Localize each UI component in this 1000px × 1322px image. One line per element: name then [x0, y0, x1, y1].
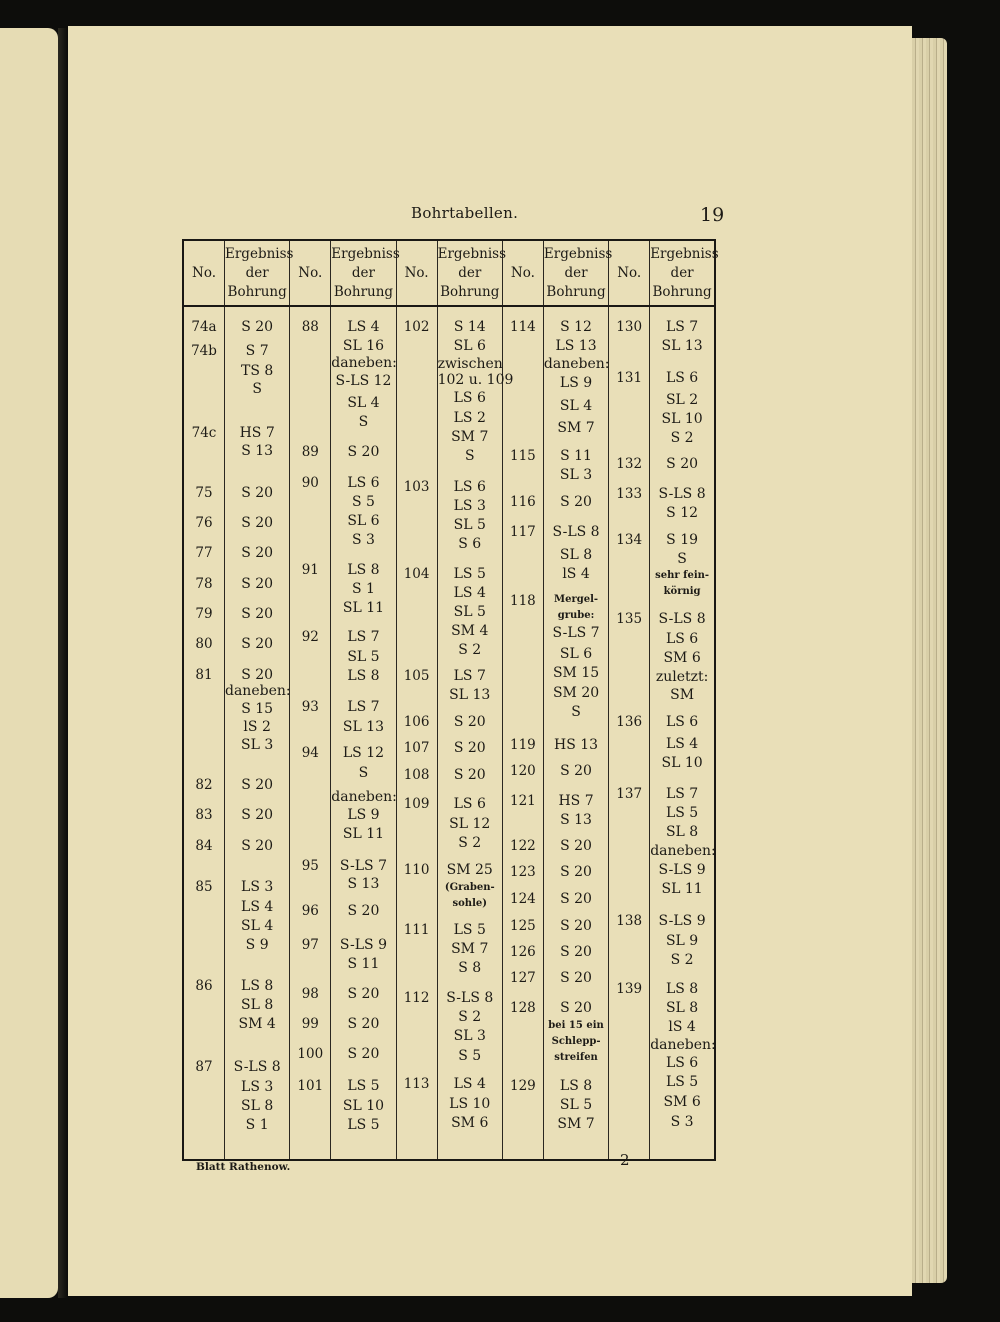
bore-result: SM 6 — [451, 1115, 489, 1131]
bore-number: 103 — [403, 479, 430, 495]
header-no: No. — [396, 240, 437, 306]
book-gutter — [58, 28, 68, 1298]
bore-result: LS 4 — [347, 319, 380, 335]
number-column — [290, 306, 331, 1160]
bore-result: SL 11 — [661, 881, 703, 897]
bore-result: SL 8 — [241, 1098, 274, 1114]
bore-number: 105 — [403, 668, 430, 684]
bore-result: LS 4 — [453, 1076, 486, 1092]
bore-result: S 3 — [351, 532, 375, 548]
bore-number: 122 — [510, 838, 536, 854]
result-column — [331, 306, 396, 1160]
bore-result: S 13 — [347, 876, 380, 892]
bore-result: SL 10 — [342, 1098, 385, 1114]
bore-result: LS 6 — [665, 1055, 699, 1071]
result-column — [650, 306, 715, 1160]
bore-number: 125 — [510, 918, 536, 934]
bore-number: 130 — [616, 319, 643, 335]
bore-result: SM 20 — [552, 685, 600, 701]
bore-number: 137 — [616, 786, 643, 802]
bore-result: SL 13 — [342, 719, 385, 735]
bore-result: LS 5 — [665, 805, 699, 821]
bore-result: S 20 — [560, 1000, 592, 1016]
bore-result: SM 6 — [663, 650, 701, 666]
header-no: No. — [290, 240, 331, 306]
bore-result: LS 5 — [453, 922, 486, 938]
bore-number: 120 — [510, 763, 536, 779]
bore-result: LS 5 — [453, 566, 486, 582]
bore-result: LS 7 — [453, 668, 486, 684]
bore-number: 79 — [195, 606, 213, 622]
bore-result: S 14 — [453, 319, 486, 335]
bore-result: SM 7 — [451, 941, 489, 957]
bore-result: S — [464, 448, 475, 464]
bore-result: SL 10 — [661, 411, 703, 427]
result-column — [437, 306, 514, 1160]
bore-result: sehr fein- — [655, 570, 710, 581]
bore-result: SM 4 — [451, 623, 489, 639]
bore-result: (Graben- — [444, 882, 495, 893]
header-result: Ergebniss der Bohrung — [331, 240, 396, 306]
bore-result: sohle) — [452, 898, 487, 909]
bore-result: SM — [670, 687, 695, 703]
bore-number: 77 — [195, 545, 213, 561]
bore-result: S 2 — [458, 1009, 482, 1025]
header-result: Ergebniss der Bohrung — [650, 240, 715, 306]
bore-result: S-LS 9 — [658, 862, 706, 878]
bore-number: 107 — [403, 740, 430, 756]
bore-result: S 20 — [560, 970, 592, 986]
bore-number: 135 — [616, 611, 643, 627]
bore-result: bei 15 ein — [548, 1020, 604, 1031]
bore-result: S 20 — [241, 636, 274, 652]
bore-result: SL 8 — [241, 997, 274, 1013]
bore-result: S 20 — [241, 545, 274, 561]
bore-result: S 1 — [245, 1117, 269, 1133]
bore-result: S 20 — [560, 494, 592, 510]
bore-result: S — [571, 704, 581, 720]
bore-number: 74b — [191, 343, 217, 359]
bore-result: S 2 — [458, 642, 482, 658]
bore-result: S 20 — [241, 606, 274, 622]
bore-result: LS 6 — [453, 796, 486, 812]
bore-result: grube: — [557, 610, 595, 621]
bore-number: 121 — [510, 793, 536, 809]
bore-number: 93 — [301, 699, 319, 715]
bore-number: 134 — [616, 532, 643, 548]
bore-result: SL 4 — [241, 918, 274, 934]
bore-result: S-LS 8 — [446, 990, 494, 1006]
bore-number: 75 — [195, 485, 213, 501]
bore-result: SL 5 — [559, 1097, 593, 1113]
bore-number: 95 — [301, 858, 319, 874]
bore-result: S 1 — [351, 581, 375, 597]
bore-result: LS 3 — [241, 879, 274, 895]
bore-number: 115 — [510, 448, 536, 464]
result-column — [225, 306, 290, 1160]
bore-result: S 20 — [241, 485, 274, 501]
bore-result: LS 7 — [347, 629, 380, 645]
header-result: Ergebniss der Bohrung — [225, 240, 290, 306]
bore-number: 94 — [301, 745, 319, 761]
bore-result: S 12 — [666, 505, 699, 521]
number-column — [609, 306, 650, 1160]
bore-result: SL 4 — [559, 398, 593, 414]
bore-result: S 20 — [241, 777, 274, 793]
bore-result: S 9 — [245, 937, 269, 953]
bore-number: 99 — [301, 1016, 319, 1032]
bore-result: S 20 — [347, 1046, 380, 1062]
bore-result: S 20 — [560, 838, 592, 854]
bore-result: daneben: — [543, 356, 610, 372]
bore-result: S 12 — [560, 319, 592, 335]
bore-result: daneben: — [225, 683, 291, 699]
bore-result: S 5 — [458, 1048, 482, 1064]
bore-result: S-LS 7 — [552, 625, 600, 641]
bore-result: SL 16 — [342, 338, 385, 354]
bore-result: S 20 — [241, 807, 274, 823]
bore-result: SL 3 — [453, 1028, 486, 1044]
bore-number: 101 — [297, 1078, 324, 1094]
bore-result: S 13 — [560, 812, 592, 828]
bore-result: daneben: — [331, 789, 397, 805]
bore-result: LS 13 — [555, 338, 597, 354]
bore-result: S 20 — [453, 767, 486, 783]
bore-result: SL 13 — [661, 338, 703, 354]
bore-result: LS 8 — [347, 562, 380, 578]
bore-result: lS 2 — [243, 719, 271, 735]
bore-number: 124 — [510, 891, 536, 907]
bore-result: S — [252, 381, 262, 397]
bore-result: S-LS 8 — [233, 1059, 281, 1075]
bore-result: S — [358, 765, 369, 781]
bore-number: 92 — [301, 629, 319, 645]
bore-result: körnig — [663, 586, 701, 597]
bore-result: zwischen — [437, 356, 503, 372]
bore-result: S 2 — [670, 952, 694, 968]
bore-result: S 5 — [351, 494, 375, 510]
bore-number: 108 — [403, 767, 430, 783]
bore-number: 129 — [510, 1078, 536, 1094]
bore-result: SL 13 — [449, 687, 491, 703]
bore-number: 88 — [301, 319, 319, 335]
bore-result: S — [358, 414, 369, 430]
bore-result: SL 6 — [559, 646, 593, 662]
bore-result: lS 4 — [668, 1019, 696, 1035]
bore-result: HS 7 — [558, 793, 594, 809]
bore-result: SL 2 — [665, 392, 699, 408]
bore-result: HS 13 — [554, 737, 599, 753]
bore-result: S 20 — [560, 944, 592, 960]
bore-number: 131 — [616, 370, 643, 386]
bore-result: LS 7 — [347, 699, 380, 715]
bore-result: LS 10 — [449, 1096, 491, 1112]
header-result: Ergebniss der Bohrung — [543, 240, 608, 306]
bore-result: daneben: — [650, 1037, 716, 1053]
bore-result: LS 5 — [665, 1074, 699, 1090]
bore-number: 114 — [510, 319, 536, 335]
bore-number: 133 — [616, 486, 643, 502]
bore-number: 112 — [403, 990, 430, 1006]
bore-number: 74c — [191, 425, 217, 441]
bore-result: S 2 — [458, 835, 482, 851]
bore-result: S-LS 9 — [658, 913, 706, 929]
bore-number: 81 — [195, 667, 213, 683]
bore-number: 91 — [301, 562, 319, 578]
bore-number: 126 — [510, 944, 536, 960]
bore-result: SL 11 — [342, 600, 385, 616]
bore-result: SL 4 — [347, 395, 380, 411]
bore-number: 78 — [195, 576, 213, 592]
bore-result: SL 3 — [241, 737, 274, 753]
bore-result: SM 4 — [238, 1016, 276, 1032]
bore-number: 110 — [403, 862, 430, 878]
bore-result: SL 12 — [449, 816, 491, 832]
bore-result: S-LS 8 — [658, 486, 706, 502]
result-column — [543, 306, 608, 1160]
bore-result: S 20 — [347, 444, 380, 460]
bore-result: SL 6 — [453, 338, 486, 354]
bore-result: SL 5 — [453, 604, 486, 620]
bore-result: LS 5 — [347, 1078, 380, 1094]
bore-number: 113 — [403, 1076, 430, 1092]
bore-number: 136 — [616, 714, 643, 730]
bore-result: S 11 — [347, 956, 380, 972]
bore-number: 86 — [195, 978, 213, 994]
bore-number: 116 — [510, 494, 536, 510]
bore-number: 109 — [403, 796, 430, 812]
bore-number: 102 — [403, 319, 430, 335]
bore-result: streifen — [554, 1052, 598, 1063]
table-body-row — [183, 306, 715, 1160]
bore-result: SL 3 — [559, 467, 593, 483]
bore-result: LS 7 — [665, 786, 699, 802]
bore-number: 97 — [301, 937, 319, 953]
bore-result: S 20 — [241, 667, 274, 683]
number-column — [183, 306, 225, 1160]
bore-result: LS 12 — [342, 745, 385, 761]
bore-result: SL 5 — [347, 649, 380, 665]
bore-result: LS 8 — [559, 1078, 593, 1094]
bore-result: S 20 — [666, 456, 699, 472]
bore-result: S 20 — [560, 864, 592, 880]
bore-result: S 20 — [453, 740, 486, 756]
bore-number: 139 — [616, 981, 643, 997]
bore-number: 118 — [510, 593, 536, 609]
bore-number: 128 — [510, 1000, 536, 1016]
bore-result: SL 8 — [559, 547, 593, 563]
bore-result: LS 3 — [453, 498, 486, 514]
bore-number: 83 — [195, 807, 213, 823]
bore-result: LS 4 — [241, 899, 274, 915]
left-page-edge — [0, 28, 58, 1298]
bore-result: S 8 — [458, 960, 482, 976]
bore-result: S-LS 8 — [658, 611, 706, 627]
bore-result: LS 6 — [347, 475, 380, 491]
bore-result: SL 11 — [342, 826, 385, 842]
bore-number: 111 — [403, 922, 430, 938]
table-header-row — [183, 240, 715, 306]
header-no: No. — [609, 240, 650, 306]
bore-result: SL 9 — [665, 933, 699, 949]
bore-result: LS 6 — [665, 714, 699, 730]
bore-result: SM 15 — [552, 665, 600, 681]
bore-result: LS 9 — [347, 807, 380, 823]
bore-number: 106 — [403, 714, 430, 730]
bore-result: S-LS 7 — [339, 858, 387, 874]
bore-result: LS 8 — [665, 981, 699, 997]
bore-result: S 3 — [670, 1114, 694, 1130]
bore-number: 100 — [297, 1046, 324, 1062]
bore-result: SM 7 — [557, 1116, 595, 1132]
bore-result: lS 4 — [562, 566, 590, 582]
bore-result: LS 7 — [665, 319, 699, 335]
bore-result: SL 8 — [665, 824, 699, 840]
bore-result: LS 3 — [241, 1079, 274, 1095]
bore-result: S 20 — [560, 918, 592, 934]
bore-result: S 13 — [241, 443, 274, 459]
bore-result: S 20 — [347, 986, 380, 1002]
bore-result: daneben: — [331, 355, 397, 371]
bore-number: 138 — [616, 913, 643, 929]
bore-result: zuletzt: — [655, 669, 709, 685]
bore-number: 90 — [301, 475, 319, 491]
bore-result: SM 7 — [451, 429, 489, 445]
footer-signature: 2 — [620, 1151, 630, 1169]
number-column — [502, 306, 543, 1160]
bore-result: S 20 — [347, 903, 380, 919]
bore-number: 84 — [195, 838, 213, 854]
bore-result: LS 6 — [665, 631, 699, 647]
bore-result: Schlepp- — [551, 1036, 601, 1047]
bore-result: S 20 — [241, 576, 274, 592]
bore-result: SM 6 — [663, 1094, 701, 1110]
bore-number: 104 — [403, 566, 430, 582]
bore-result: LS 4 — [665, 736, 699, 752]
bore-result: S 20 — [241, 319, 274, 335]
bore-result: S 20 — [347, 1016, 380, 1032]
bore-result: SL 6 — [347, 513, 380, 529]
bore-result: S-LS 8 — [552, 524, 600, 540]
bore-number: 82 — [195, 777, 213, 793]
bore-result: S 11 — [560, 448, 592, 464]
bore-number: 76 — [195, 515, 213, 531]
bore-result: S 20 — [560, 763, 592, 779]
bore-number: 98 — [301, 986, 319, 1002]
bore-result: LS 5 — [347, 1117, 380, 1133]
bore-result: S 20 — [241, 515, 274, 531]
bore-result: LS 6 — [453, 479, 486, 495]
bore-number: 96 — [301, 903, 319, 919]
header-no: No. — [502, 240, 543, 306]
bore-result: S-LS 9 — [339, 937, 387, 953]
bore-result: LS 8 — [241, 978, 274, 994]
number-column — [396, 306, 437, 1160]
bore-result: SL 10 — [661, 755, 703, 771]
bore-result: SL 5 — [453, 517, 486, 533]
header-no: No. — [183, 240, 225, 306]
bore-result: S-LS 12 — [335, 373, 392, 389]
bore-result: S 20 — [560, 891, 592, 907]
bore-result: daneben: — [650, 843, 716, 859]
bore-result: LS 6 — [665, 370, 699, 386]
page-number: 19 — [700, 204, 725, 226]
bore-number: 119 — [510, 737, 536, 753]
bore-result: LS 8 — [347, 668, 380, 684]
bore-result: TS 8 — [241, 363, 274, 379]
bore-result: S 19 — [666, 532, 699, 548]
bore-number: 74a — [191, 319, 217, 335]
bore-result: LS 2 — [453, 410, 486, 426]
bore-number: 85 — [195, 879, 213, 895]
bore-result: 102 u. 109 — [437, 372, 514, 388]
bore-number: 89 — [301, 444, 319, 460]
bore-result: S 20 — [453, 714, 486, 730]
bore-result: SM 25 — [446, 862, 493, 878]
bore-number: 80 — [195, 636, 213, 652]
bore-result: HS 7 — [239, 425, 275, 441]
bore-result: S 7 — [245, 343, 269, 359]
header-result: Ergebniss der Bohrung — [437, 240, 502, 306]
bore-result: LS 6 — [453, 390, 486, 406]
bore-result: S 2 — [670, 430, 694, 446]
bore-result: S — [677, 551, 687, 567]
bore-number: 87 — [195, 1059, 213, 1075]
bore-result: LS 9 — [559, 375, 593, 391]
bore-result: S 20 — [241, 838, 274, 854]
bore-result: LS 4 — [453, 585, 486, 601]
bore-number: 132 — [616, 456, 643, 472]
bore-result: S 6 — [458, 536, 482, 552]
bore-number: 123 — [510, 864, 536, 880]
bore-number: 127 — [510, 970, 536, 986]
drilling-table — [182, 239, 719, 1161]
running-head: Bohrtabellen. — [411, 204, 519, 222]
bore-number: 117 — [510, 524, 536, 540]
footer-sheet-name: Blatt Rathenow. — [196, 1161, 291, 1173]
bore-result: SM 7 — [557, 420, 595, 436]
bore-result: SL 8 — [665, 1000, 699, 1016]
bore-result: S 15 — [241, 701, 274, 717]
bore-result: Mergel- — [554, 594, 599, 605]
